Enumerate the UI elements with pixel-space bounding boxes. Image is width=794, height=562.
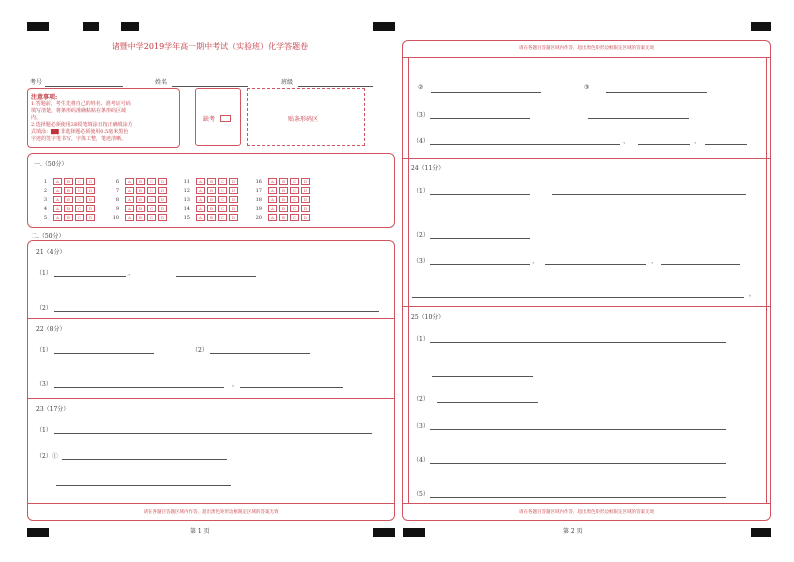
mcq-option-bubble[interactable]: D <box>229 214 238 221</box>
section2-title: 二.（50分） <box>31 233 65 240</box>
q22-part1: （1） <box>36 347 52 354</box>
absent-box <box>195 88 241 146</box>
mcq-option-bubble[interactable]: C <box>147 178 156 185</box>
mcq-option-bubble[interactable]: D <box>86 178 95 185</box>
mcq-question-number: 7 <box>115 187 119 194</box>
mcq-option-bubble[interactable]: C <box>218 196 227 203</box>
mcq-option-bubble[interactable]: A <box>196 214 205 221</box>
divider <box>28 398 394 399</box>
mcq-option-bubble[interactable]: C <box>290 196 299 203</box>
mcq-option-bubble[interactable]: D <box>158 214 167 221</box>
mcq-option-bubble[interactable]: A <box>53 187 62 194</box>
answer-line[interactable] <box>430 194 530 195</box>
registration-mark <box>751 528 771 537</box>
class-label: 班级 <box>281 79 294 86</box>
mcq-question-row <box>37 214 97 221</box>
q22-title: 22（8分） <box>36 326 66 333</box>
q23-part2-cont: ② <box>418 84 424 91</box>
divider <box>403 503 770 504</box>
mcq-option-bubble[interactable]: C <box>75 178 84 185</box>
q24-part1: （1） <box>413 188 429 195</box>
divider <box>403 57 770 58</box>
answer-line[interactable] <box>545 264 646 265</box>
mcq-question-number: 12 <box>183 187 190 194</box>
mcq-question-row <box>180 214 240 221</box>
mcq-option-bubble[interactable]: D <box>229 205 238 212</box>
mcq-option-bubble[interactable]: D <box>229 187 238 194</box>
mcq-question-number: 16 <box>255 178 262 185</box>
q23-part2: （2）① <box>36 453 58 460</box>
registration-mark <box>373 22 395 31</box>
page-title: 诸暨中学2019学年高一期中考试（实验班）化学答题卷 <box>111 42 309 51</box>
answer-line[interactable] <box>430 429 726 430</box>
mcq-option-bubble[interactable]: A <box>268 205 277 212</box>
answer-line[interactable] <box>210 353 310 354</box>
divider <box>403 158 770 159</box>
mcq-option-bubble[interactable]: B <box>136 187 145 194</box>
mcq-option-bubble[interactable]: B <box>136 214 145 221</box>
mcq-question-number: 3 <box>43 196 47 203</box>
mcq-question-row <box>252 205 312 212</box>
q23-sub4: （4） <box>413 138 429 145</box>
q21-title: 21（4分） <box>36 249 66 256</box>
q24-part2: （2） <box>413 232 429 239</box>
mcq-option-bubble[interactable]: B <box>207 178 216 185</box>
divider <box>28 503 394 504</box>
mcq-question-number: 2 <box>43 187 47 194</box>
mcq-option-bubble[interactable]: D <box>158 205 167 212</box>
q25-part1: （1） <box>413 336 429 343</box>
q22-comma: ， <box>232 381 239 388</box>
mcq-option-bubble[interactable]: B <box>64 178 73 185</box>
mcq-question-row <box>37 187 97 194</box>
q25-part4: （4） <box>413 457 429 464</box>
mcq-option-bubble[interactable]: C <box>218 178 227 185</box>
class-field[interactable] <box>298 86 373 87</box>
registration-mark <box>403 528 425 537</box>
mcq-option-bubble[interactable]: B <box>207 196 216 203</box>
mcq-option-bubble[interactable]: B <box>136 205 145 212</box>
registration-mark <box>373 528 395 537</box>
mcq-option-bubble[interactable]: D <box>158 187 167 194</box>
q21-comma: 、 <box>128 270 135 277</box>
mcq-option-bubble[interactable]: B <box>64 187 73 194</box>
name-label: 姓名 <box>155 79 168 86</box>
mcq-question-row <box>109 214 169 221</box>
mcq-question-row <box>252 196 312 203</box>
mcq-option-bubble[interactable]: D <box>86 214 95 221</box>
mcq-option-bubble[interactable]: C <box>147 205 156 212</box>
mcq-question-number: 9 <box>115 205 119 212</box>
notice-line: 填写清楚，将条形码准确粘贴在条形码区域 <box>31 108 127 114</box>
mcq-option-bubble[interactable]: C <box>290 187 299 194</box>
mcq-option-bubble[interactable]: A <box>268 214 277 221</box>
answer-line[interactable] <box>430 463 726 464</box>
answer-line[interactable] <box>432 376 533 377</box>
answer-line[interactable] <box>437 402 538 403</box>
mcq-option-bubble[interactable]: A <box>268 196 277 203</box>
notice-heading: 注意事项: <box>31 94 58 101</box>
mcq-option-bubble[interactable]: B <box>279 187 288 194</box>
mcq-option-bubble[interactable]: C <box>290 178 299 185</box>
separator: 、 <box>651 258 658 265</box>
registration-mark <box>121 22 139 31</box>
q22-part3: （3） <box>36 381 52 388</box>
mcq-question-number: 5 <box>43 214 47 221</box>
mcq-option-bubble[interactable]: B <box>136 196 145 203</box>
notice-line: 字迹的签字笔书写，字体工整，笔迹清晰。 <box>31 136 127 142</box>
mcq-question-row <box>109 205 169 212</box>
q23-title: 23（17分） <box>36 406 70 413</box>
mcq-option-bubble[interactable]: B <box>136 178 145 185</box>
mcq-option-bubble[interactable]: B <box>279 196 288 203</box>
mcq-question-number: 20 <box>255 214 262 221</box>
mcq-question-row <box>180 205 240 212</box>
notice-line: 2.选择题必须使用2B铅笔填涂且按正确填涂方 <box>31 122 133 128</box>
barcode-label: 贴条形码区 <box>288 116 319 123</box>
mcq-option-bubble[interactable]: C <box>75 196 84 203</box>
registration-mark <box>27 528 49 537</box>
registration-mark <box>83 22 99 31</box>
answer-line[interactable] <box>705 144 747 145</box>
answer-line[interactable] <box>54 387 224 388</box>
mcq-option-bubble[interactable]: C <box>147 196 156 203</box>
mcq-option-bubble[interactable]: B <box>207 214 216 221</box>
mcq-option-bubble[interactable]: C <box>290 214 299 221</box>
q24-title: 24（11分） <box>411 165 445 172</box>
mcq-option-bubble[interactable]: B <box>207 187 216 194</box>
mcq-question-row <box>180 187 240 194</box>
mcq-option-bubble[interactable]: D <box>301 196 310 203</box>
mcq-option-bubble[interactable]: A <box>125 178 134 185</box>
q24-part3: （3） <box>413 258 429 265</box>
absent-label: 缺考 <box>203 116 216 123</box>
mcq-question-number: 8 <box>115 196 119 203</box>
separator: 、 <box>623 138 630 145</box>
answer-line[interactable] <box>661 264 740 265</box>
mcq-option-bubble[interactable]: D <box>229 178 238 185</box>
q22-part2: （2） <box>192 347 208 354</box>
mcq-option-bubble[interactable]: B <box>279 178 288 185</box>
mcq-question-row <box>37 178 97 185</box>
q23-part1: （1） <box>36 427 52 434</box>
q25-part5: （5） <box>413 491 429 498</box>
separator: 、 <box>694 138 701 145</box>
header-note: 请在各题目答题区域内作答，超出黑色矩形边框限定区域的答案无效 <box>519 46 654 51</box>
mcq-question-number: 4 <box>43 205 47 212</box>
divider <box>766 57 767 503</box>
mcq-option-bubble[interactable]: C <box>218 214 227 221</box>
answer-line[interactable] <box>430 497 726 498</box>
mcq-option-bubble[interactable]: C <box>218 205 227 212</box>
mcq-option-bubble[interactable]: B <box>279 205 288 212</box>
mcq-option-bubble[interactable]: B <box>64 196 73 203</box>
mcq-option-bubble[interactable]: A <box>196 187 205 194</box>
mcq-option-bubble[interactable]: D <box>158 178 167 185</box>
answer-line[interactable] <box>430 238 530 239</box>
mcq-question-number: 6 <box>115 178 119 185</box>
q23-part3-cont: ③ <box>584 84 590 91</box>
answer-line[interactable] <box>588 118 689 119</box>
mcq-question-row <box>109 178 169 185</box>
mcq-option-bubble[interactable]: D <box>301 187 310 194</box>
q25-part2: （2） <box>413 396 429 403</box>
mcq-option-bubble[interactable]: A <box>196 178 205 185</box>
mcq-option-bubble[interactable]: A <box>268 178 277 185</box>
answer-line[interactable] <box>431 92 541 93</box>
name-field[interactable] <box>172 86 248 87</box>
mcq-question-row <box>180 178 240 185</box>
mcq-option-bubble[interactable]: D <box>158 196 167 203</box>
mcq-option-bubble[interactable]: D <box>86 196 95 203</box>
mcq-question-row <box>109 196 169 203</box>
mcq-option-bubble[interactable]: C <box>147 214 156 221</box>
q21-part2: （2） <box>36 305 52 312</box>
mcq-option-bubble[interactable]: A <box>53 196 62 203</box>
page-number: 第 1 页 <box>190 528 210 535</box>
answer-line[interactable] <box>54 276 126 277</box>
mcq-option-bubble[interactable]: D <box>86 187 95 194</box>
answer-line[interactable] <box>552 194 746 195</box>
mcq-option-bubble[interactable]: A <box>125 214 134 221</box>
absent-checkbox[interactable] <box>220 115 231 122</box>
divider <box>403 306 770 307</box>
mcq-option-bubble[interactable]: C <box>218 187 227 194</box>
mcq-option-bubble[interactable]: A <box>125 205 134 212</box>
exam-no-label: 考号 <box>30 79 43 86</box>
exam-no-field[interactable] <box>45 86 123 87</box>
mcq-option-bubble[interactable]: A <box>196 205 205 212</box>
mcq-option-bubble[interactable]: D <box>86 205 95 212</box>
mcq-option-bubble[interactable]: C <box>75 187 84 194</box>
mcq-option-bubble[interactable]: A <box>53 178 62 185</box>
mcq-question-row <box>37 196 97 203</box>
mcq-question-row <box>37 205 97 212</box>
mcq-option-bubble[interactable]: A <box>268 187 277 194</box>
mcq-question-number: 19 <box>255 205 262 212</box>
mcq-option-bubble[interactable]: C <box>75 214 84 221</box>
mcq-question-number: 10 <box>112 214 119 221</box>
mcq-option-bubble[interactable]: D <box>229 196 238 203</box>
separator: 、 <box>532 258 539 265</box>
mcq-question-number: 11 <box>183 178 190 185</box>
mcq-question-row <box>109 187 169 194</box>
mcq-question-row <box>252 214 312 221</box>
mcq-option-bubble[interactable]: B <box>64 205 73 212</box>
mcq-question-number: 18 <box>255 196 262 203</box>
answer-line[interactable] <box>240 387 343 388</box>
answer-box-page1 <box>27 240 395 521</box>
answer-line[interactable] <box>56 485 231 486</box>
divider <box>28 318 394 319</box>
mcq-option-bubble[interactable]: C <box>290 205 299 212</box>
mcq-option-bubble[interactable]: A <box>125 187 134 194</box>
period: 。 <box>749 291 756 298</box>
answer-line[interactable] <box>430 118 530 119</box>
mcq-option-bubble[interactable]: A <box>196 196 205 203</box>
notice-line: 1.答题前，考生先将自己的姓名、准考证号码 <box>31 101 131 107</box>
mcq-question-row <box>252 178 312 185</box>
mcq-question-row <box>180 196 240 203</box>
answer-line[interactable] <box>176 276 256 277</box>
mcq-option-bubble[interactable]: C <box>75 205 84 212</box>
answer-line[interactable] <box>430 342 726 343</box>
mcq-option-bubble[interactable]: B <box>279 214 288 221</box>
mcq-question-number: 13 <box>183 196 190 203</box>
barcode-area <box>247 88 365 146</box>
page-number: 第 2 页 <box>563 528 583 535</box>
registration-mark <box>27 22 49 31</box>
mcq-option-bubble[interactable]: D <box>301 205 310 212</box>
mcq-option-bubble[interactable]: A <box>53 214 62 221</box>
mcq-question-number: 15 <box>183 214 190 221</box>
answer-line[interactable] <box>430 144 620 145</box>
notice-line: 式填涂：▇▇ 非选择题必须使用0.5毫米黑色 <box>31 129 129 135</box>
answer-box-page2 <box>402 40 771 521</box>
mcq-option-bubble[interactable]: A <box>53 205 62 212</box>
divider <box>408 57 409 503</box>
answer-line[interactable] <box>606 92 707 93</box>
notice-line: 内。 <box>31 115 42 121</box>
q25-title: 25（10分） <box>411 314 445 321</box>
q23-sub3: （3） <box>413 112 429 119</box>
q25-part3: （3） <box>413 423 429 430</box>
mcq-question-row <box>252 187 312 194</box>
mcq-option-bubble[interactable]: D <box>301 178 310 185</box>
answer-line[interactable] <box>54 433 372 434</box>
mcq-question-number: 14 <box>183 205 190 212</box>
mcq-question-number: 1 <box>43 178 47 185</box>
answer-line[interactable] <box>430 264 530 265</box>
registration-mark <box>751 22 771 31</box>
notice-box <box>27 88 180 148</box>
section1-title: 一.（50分） <box>34 161 68 168</box>
answer-line[interactable] <box>412 297 744 298</box>
mcq-option-bubble[interactable]: D <box>301 214 310 221</box>
mcq-option-bubble[interactable]: C <box>147 187 156 194</box>
answer-line[interactable] <box>62 459 227 460</box>
answer-line[interactable] <box>638 144 690 145</box>
mcq-question-number: 17 <box>255 187 262 194</box>
footer-note: 请在各题目答题区域内作答，超出黑色矩形边框限定区域的答案无效 <box>143 510 279 515</box>
mcq-option-bubble[interactable]: B <box>207 205 216 212</box>
q21-part1: （1） <box>36 270 52 277</box>
mcq-option-bubble[interactable]: A <box>125 196 134 203</box>
answer-line[interactable] <box>54 353 154 354</box>
answer-line[interactable] <box>54 311 379 312</box>
mcq-option-bubble[interactable]: B <box>64 214 73 221</box>
footer-note: 请在各题目答题区域内作答，超出黑色矩形边框限定区域的答案无效 <box>519 510 654 515</box>
